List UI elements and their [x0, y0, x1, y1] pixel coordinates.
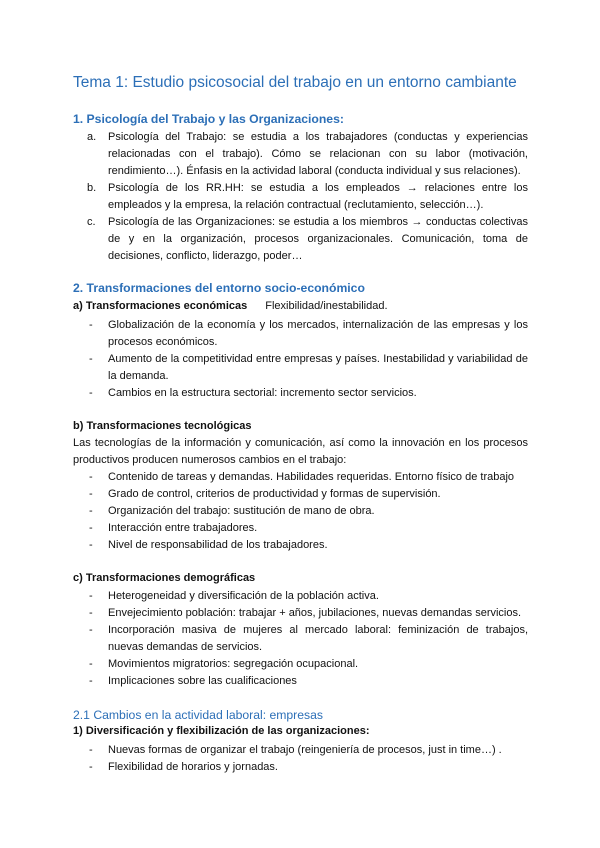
technological-intro: Las tecnologías de la información y comunicación, así como la innovación en los procesos productivos producen numerosos cambios en el trabajo: [73, 437, 528, 466]
list-item-text: Globalización de la economía y los mercados, internalización de las empresas y los procesos económicos. [108, 319, 528, 348]
list-item-text: Implicaciones sobre las cualificaciones [108, 675, 297, 687]
technological-heading: b) Transformaciones tecnológicas [73, 420, 252, 432]
dash-marker: - [89, 761, 93, 773]
list-item [89, 605, 528, 622]
economic-note: Flexibilidad/inestabilidad. [265, 300, 388, 312]
list-item-text: Psicología de las Organizaciones: se estudia a los miembros → conductas colectivas de y en la organización, procesos organizacionales. Comunicación, toma de decisiones, conflicto, liderazgo, poder… [108, 216, 528, 262]
section-2-1-heading: 2.1 Cambios en la actividad laboral: empresas [73, 708, 323, 722]
list-item [87, 129, 528, 180]
list-item-text: Interacción entre trabajadores. [108, 522, 258, 534]
list-item-text: Flexibilidad de horarios y jornadas. [108, 761, 278, 773]
economic-heading [73, 300, 388, 312]
dash-marker: - [89, 505, 93, 517]
list-item [89, 503, 528, 520]
list-marker: c. [87, 216, 96, 228]
list-item [89, 656, 528, 673]
list-item-text: Contenido de tareas y demandas. Habilidades requeridas. Entorno físico de trabajo [108, 471, 515, 483]
list-item [87, 214, 528, 265]
list-item-text: Aumento de la competitividad entre empresas y países. Inestabilidad y variabilidad de la demanda. [108, 353, 528, 382]
dash-marker: - [89, 624, 93, 636]
list-item [89, 520, 528, 537]
dash-marker: - [89, 539, 93, 551]
list-item [89, 759, 528, 776]
list-item-text: Nuevas formas de organizar el trabajo (reingeniería de procesos, just in time…) . [108, 744, 502, 756]
list-item-text: Movimientos migratorios: segregación ocupacional. [108, 658, 359, 670]
list-item [89, 317, 528, 351]
list-item-text: Psicología de los RR.HH: se estudia a los empleados → relaciones entre los empleados y la empresa, la relación contractual (reclutamiento, selección…). [108, 182, 528, 211]
dash-marker: - [89, 744, 93, 756]
section-1-heading: 1. Psicología del Trabajo y las Organizaciones: [73, 112, 344, 126]
list-item [89, 537, 528, 554]
list-item [89, 351, 528, 385]
economic-heading-label: a) Transformaciones económicas [73, 300, 248, 312]
page-title: Tema 1: Estudio psicosocial del trabajo en un entorno cambiante [73, 74, 517, 91]
dash-marker: - [89, 319, 93, 331]
list-item-text: Envejecimiento población: trabajar + años, jubilaciones, nuevas demandas servicios. [108, 607, 522, 619]
list-item [89, 588, 528, 605]
dash-marker: - [89, 607, 93, 619]
list-marker: b. [87, 182, 97, 194]
dash-marker: - [89, 353, 93, 365]
list-item [89, 673, 528, 690]
dash-marker: - [89, 522, 93, 534]
dash-marker: - [89, 675, 93, 687]
dash-marker: - [89, 590, 93, 602]
diversification-heading: 1) Diversificación y flexibilización de las organizaciones: [73, 725, 370, 737]
demographic-heading: c) Transformaciones demográficas [73, 572, 256, 584]
list-item [87, 180, 528, 214]
dash-marker: - [89, 488, 93, 500]
dash-marker: - [89, 471, 93, 483]
dash-marker: - [89, 387, 93, 399]
list-item-text: Psicología del Trabajo: se estudia a los trabajadores (conductas y experiencias relacionadas con el trabajo). Cómo se relacionan con su labor (motivación, rendimiento…). Énfasis en la actividad laboral (conducta individual y sus relaciones). [108, 131, 528, 177]
list-item [89, 622, 528, 656]
list-item-text: Heterogeneidad y diversificación de la población activa. [108, 590, 379, 602]
list-item-text: Cambios en la estructura sectorial: incremento sector servicios. [108, 387, 417, 399]
list-item-text: Grado de control, criterios de productividad y formas de supervisión. [108, 488, 441, 500]
list-item-text: Incorporación masiva de mujeres al mercado laboral: feminización de trabajos, nuevas demandas de servicios. [108, 624, 528, 653]
list-item [89, 742, 528, 759]
list-item [89, 486, 528, 503]
section-2-heading: 2. Transformaciones del entorno socio-económico [73, 281, 365, 295]
list-item [89, 469, 528, 486]
list-item-text: Organización del trabajo: sustitución de mano de obra. [108, 505, 375, 517]
list-item [89, 385, 528, 402]
list-item-text: Nivel de responsabilidad de los trabajadores. [108, 539, 328, 551]
dash-marker: - [89, 658, 93, 670]
list-marker: a. [87, 131, 97, 143]
